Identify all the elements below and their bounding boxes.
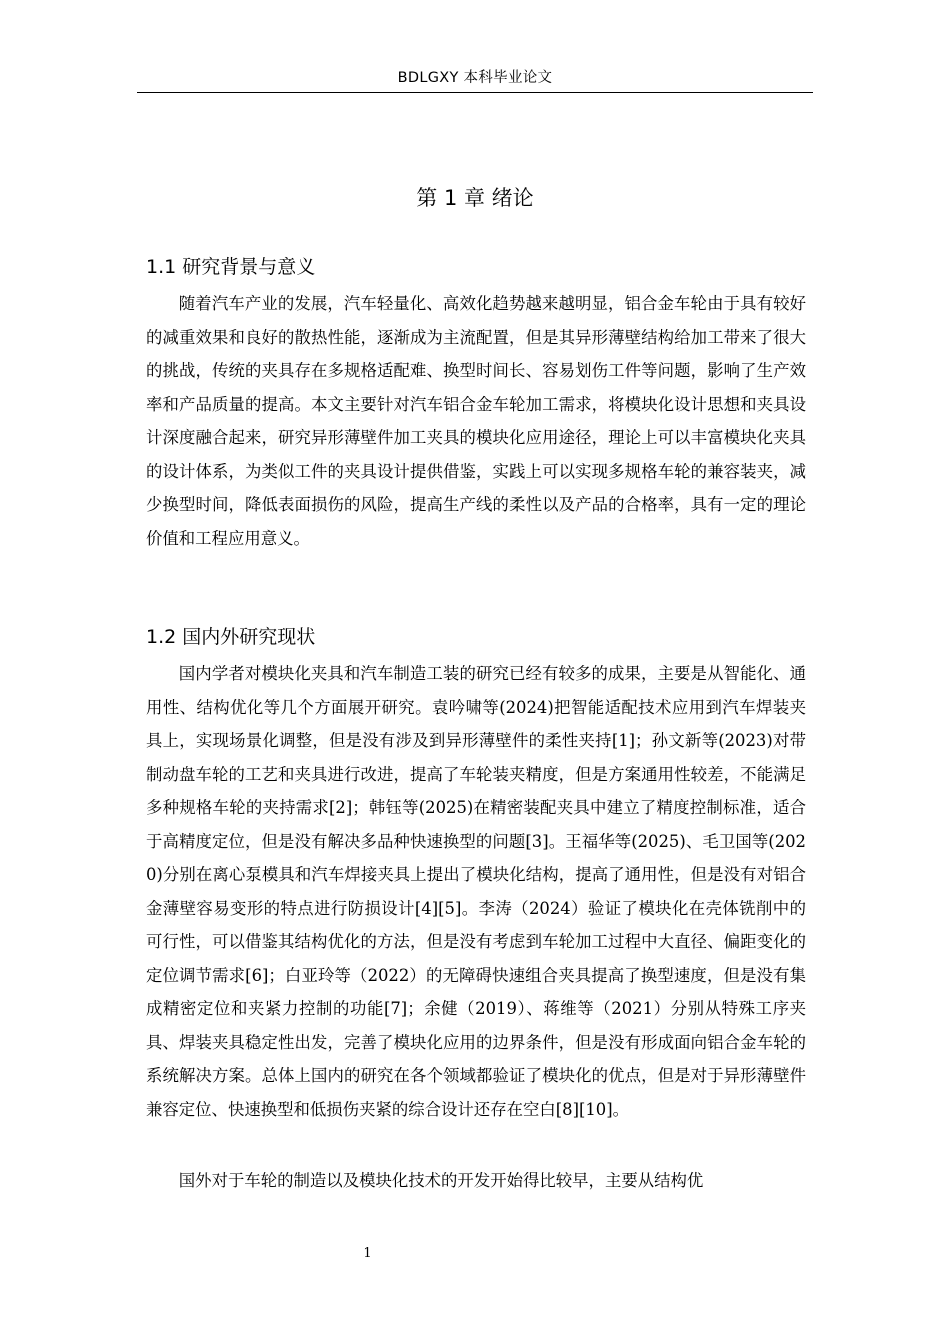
paragraph-foreign-research: 国外对于车轮的制造以及模块化技术的开发开始得比较早，主要从结构优 <box>178 1171 704 1190</box>
section-heading-1-1: 1.1 研究背景与意义 <box>146 256 316 278</box>
page-number: 1 <box>363 1246 372 1261</box>
header-rule <box>137 92 813 93</box>
section-heading-1-2: 1.2 国内外研究现状 <box>146 626 316 648</box>
paragraph-domestic-research: 国内学者对模块化夹具和汽车制造工装的研究已经有较多的成果，主要是从智能化、通用性、结构优化等几个方面展开研究。袁吟啸等(2024)把智能适配技术应用到汽车焊装夹具上，实现场景化调整，但是没有涉及到异形薄壁件的柔性夹持[1]；孙文新等(2023)对带制动盘车轮的工艺和夹具进行改进，提高了车轮装夹精度，但是方案通用性较差，不能满足多种规格车轮的夹持需求[2]；韩钰等(2025)在精密装配夹具中建立了精度控制标准，适合于高精度定位，但是没有解决多品种快速换型的问题[3]。王福华等(2025)、毛卫国等(2020)分别在离心泵模具和汽车焊接夹具上提出了模块化结构，提高了通用性，但是没有对铝合金薄壁容易变形的特点进行防损设计[4][5]。李涛（2024）验证了模块化在壳体铣削中的可行性，可以借鉴其结构优化的方法，但是没有考虑到车轮加工过程中大直径、偏距变化的定位调节需求[6]；白亚玲等（2022）的无障碍快速组合夹具提高了换型速度，但是没有集成精密定位和夹紧力控制的功能[7]；余健（2019）、蒋维等（2021）分别从特殊工序夹具、焊装夹具稳定性出发，完善了模块化应用的边界条件，但是没有形成面向铝合金车轮的系统解决方案。总体上国内的研究在各个领域都验证了模块化的优点，但是对于异形薄壁件兼容定位、快速换型和低损伤夹紧的综合设计还存在空白[8][10]。 <box>146 664 806 1119</box>
running-header: BDLGXY 本科毕业论文 <box>397 70 553 86</box>
paragraph-background: 随着汽车产业的发展，汽车轻量化、高效化趋势越来越明显，铝合金车轮由于具有较好的减重效果和良好的散热性能，逐渐成为主流配置，但是其异形薄壁结构给加工带来了很大的挑战，传统的夹具存在多规格适配难、换型时间长、容易划伤工件等问题，影响了生产效率和产品质量的提高。本文主要针对汽车铝合金车轮加工需求，将模块化设计思想和夹具设计深度融合起来，研究异形薄壁件加工夹具的模块化应用途径，理论上可以丰富模块化夹具的设计体系，为类似工件的夹具设计提供借鉴，实践上可以实现多规格车轮的兼容装夹，减少换型时间，降低表面损伤的风险，提高生产线的柔性以及产品的合格率，具有一定的理论价值和工程应用意义。 <box>146 294 806 548</box>
chapter-title: 第 1 章 绪论 <box>416 186 534 210</box>
